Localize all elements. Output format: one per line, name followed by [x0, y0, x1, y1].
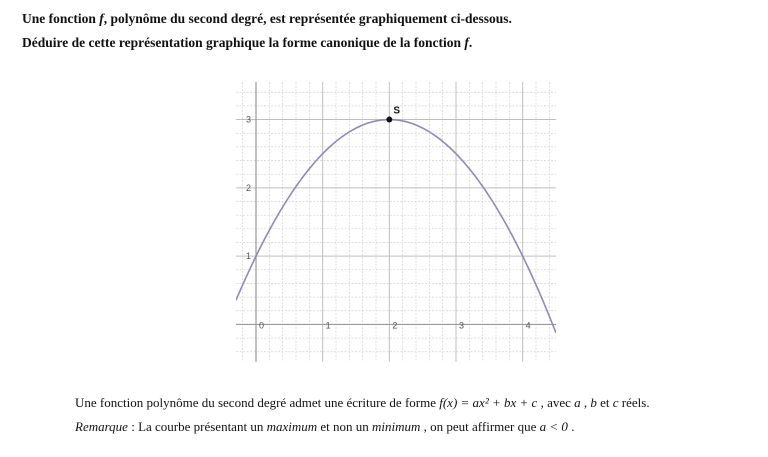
question-line-1-end: , polynôme du second degré, est représentée graphiquement ci-dessous.: [103, 11, 512, 26]
variable-b: b: [590, 395, 597, 410]
vertex-point-s: [386, 117, 392, 123]
minimum-word: minimum: [372, 419, 421, 434]
note-avec: , avec: [540, 395, 571, 410]
note-et: et: [600, 395, 610, 410]
y-tick-label-1: 1: [246, 251, 252, 262]
variable-c: c: [612, 395, 619, 410]
y-tick-label-2: 2: [246, 182, 252, 193]
question-line-1: [22, 11, 512, 27]
x-tick-label-0: 0: [259, 320, 265, 331]
a-negative: a < 0: [539, 419, 568, 434]
question-line-2-end: .: [468, 35, 473, 50]
remarque-label: Remarque: [75, 419, 128, 434]
maximum-word: maximum: [266, 419, 318, 434]
conclusion-text: , on peut affirmer que: [423, 419, 537, 434]
question-line-2: [22, 35, 472, 51]
function-f-symbol: f: [99, 11, 104, 26]
y-tick-label-3: 3: [246, 114, 252, 125]
x-tick-label-4: 4: [525, 320, 531, 331]
note-reels: réels.: [621, 395, 650, 410]
note-line-2: [75, 419, 574, 435]
variable-a: a: [574, 395, 581, 410]
question-line-1-start: Une fonction: [22, 11, 100, 26]
final-period: .: [571, 419, 575, 434]
et-non-un-text: et non un: [320, 419, 369, 434]
x-tick-label-2: 2: [392, 320, 398, 331]
parabola-graph: [236, 82, 556, 362]
note-intro-text: Une fonction polynôme du second degré admet une écriture de forme: [75, 395, 436, 410]
note-line-1: Une fonction polynôme du second degré admet une écriture de forme f(x) = ax² + bx + c , avec a , b et c réels.: [75, 395, 650, 410]
question-line-2-start: Déduire de cette représentation graphique la forme canonique de la fonction: [22, 35, 465, 50]
function-f-symbol-2: f: [464, 35, 469, 50]
quadratic-formula: f(x) = ax² + bx + c: [439, 395, 538, 410]
vertex-label-s: S: [393, 105, 401, 117]
x-tick-label-3: 3: [459, 320, 465, 331]
x-tick-label-1: 1: [325, 320, 331, 331]
remarque-text: : La courbe présentant un: [131, 419, 264, 434]
